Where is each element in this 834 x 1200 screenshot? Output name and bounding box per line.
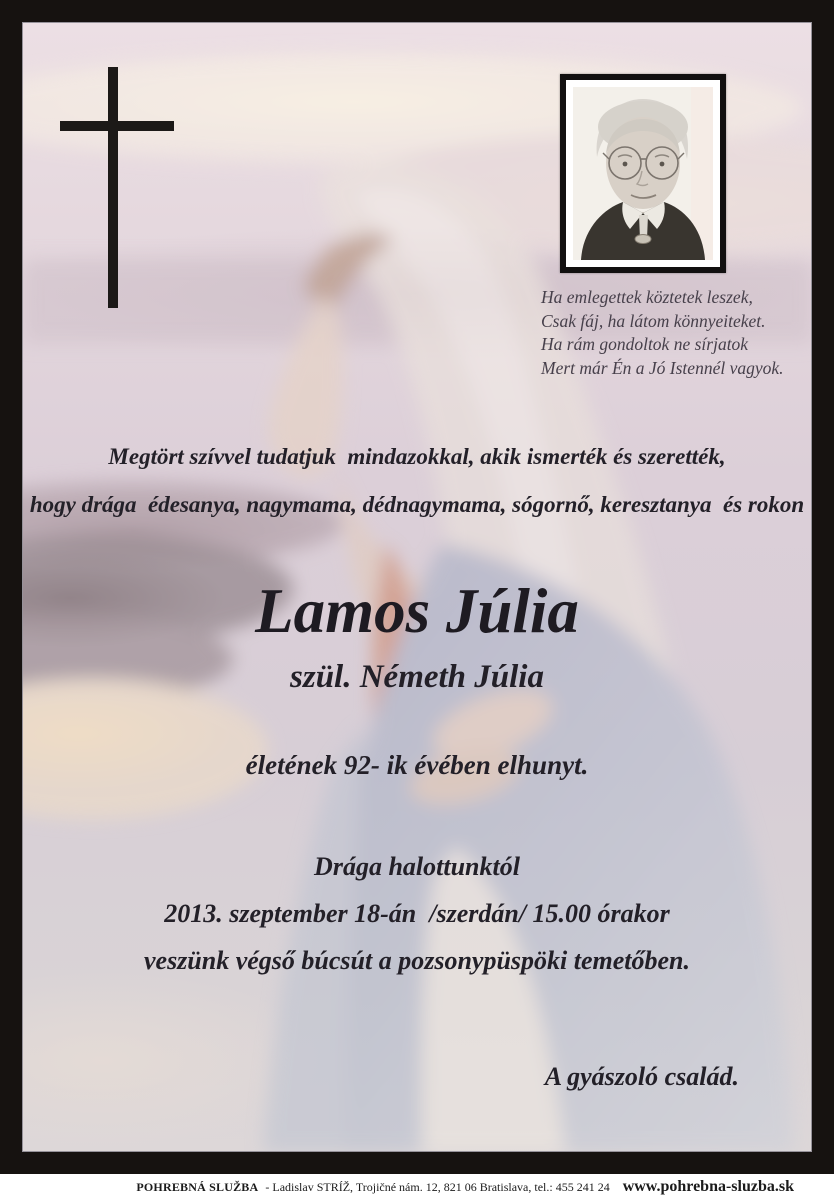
funeral-service-details: - Ladislav STRÍŽ, Trojičné nám. 12, 821 06 Bratislava, tel.: 455 241 24 <box>265 1180 610 1194</box>
elderly-woman-portrait <box>573 87 713 260</box>
poem-line: Ha rám gondoltok ne sírjatok <box>541 334 749 354</box>
maiden-name: szül. Németh Júlia <box>290 659 544 695</box>
funeral-intro: Drága halottunktól <box>314 852 520 881</box>
funeral-service-website: www.pohrebna-sluzba.sk <box>622 1178 794 1195</box>
deceased-photo <box>560 74 726 273</box>
memorial-poem <box>541 286 803 380</box>
funeral-service-name: POHREBNÁ SLUŽBA <box>136 1180 259 1194</box>
poem-line: Mert már Én a Jó Istennél vagyok. <box>541 357 784 378</box>
funeral-place: veszünk végső búcsút a pozsonypüspöki temetőben. <box>143 946 691 975</box>
announcement-line-1: Megtört szívvel tudatjuk mindazokkal, akik ismerték és szerették, <box>108 444 726 469</box>
notice-content <box>22 22 812 1152</box>
cross-icon <box>60 67 174 308</box>
poem-line: Ha emlegettek köztetek leszek, <box>541 287 753 307</box>
cross-vertical-bar <box>108 67 118 308</box>
age-line: életének 92- ik évében elhunyt. <box>245 750 589 780</box>
poem-line: Csak fáj, ha látom könnyeiteket. <box>541 310 766 331</box>
funeral-datetime: 2013. szeptember 18-án /szerdán/ 15.00 órakor <box>164 899 670 928</box>
closing-signature: A gyászoló család. <box>544 1062 739 1091</box>
footer-bar <box>0 1174 834 1200</box>
announcement-line-2: hogy drága édesanya, nagymama, dédnagymama, sógornő, keresztanya és rokon <box>29 492 805 517</box>
cross-horizontal-bar <box>60 121 174 131</box>
deceased-name: Lamos Júlia <box>255 576 579 646</box>
